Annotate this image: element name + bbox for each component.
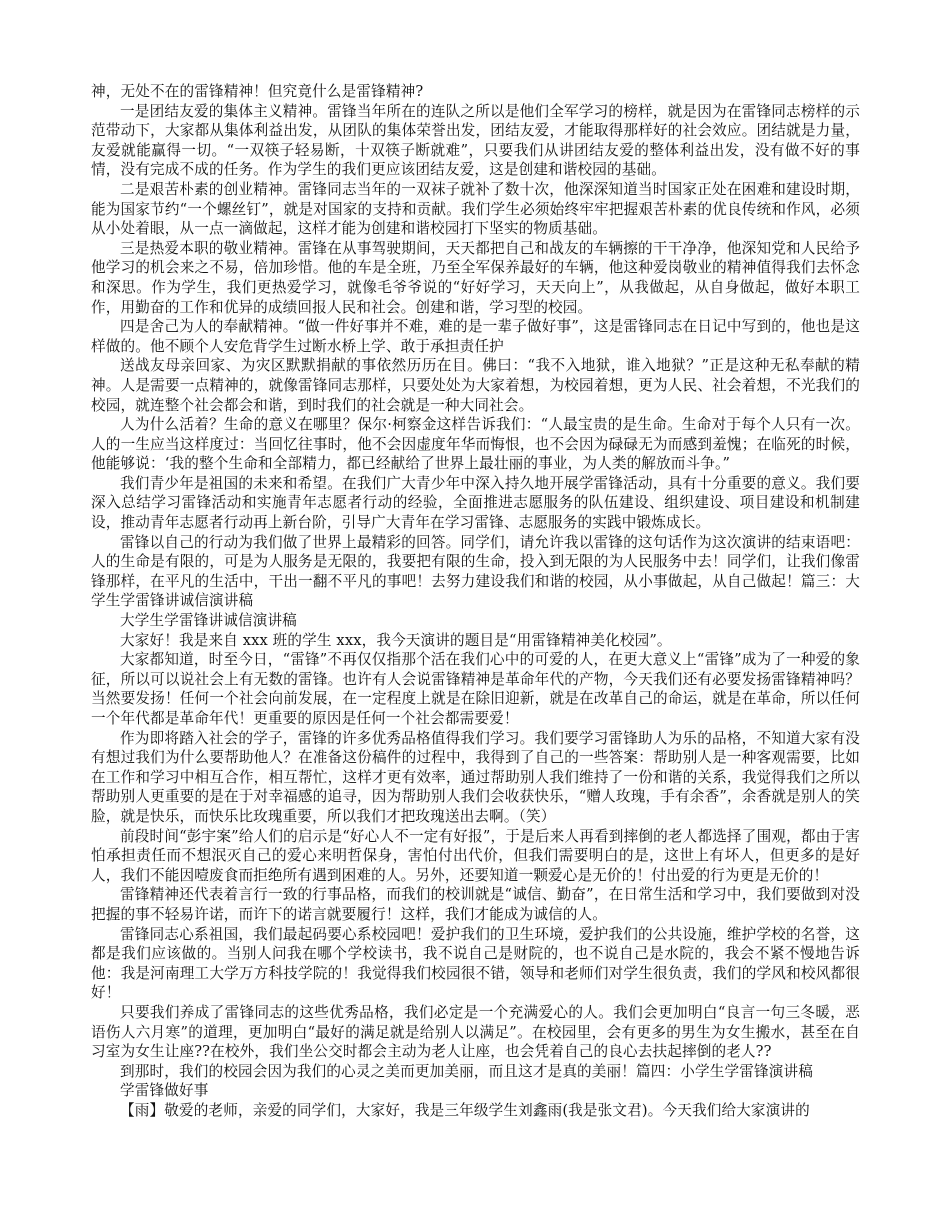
paragraph-17: 只要我们养成了雷锋同志的这些优秀品格，我们必定是一个充满爱心的人。我们会更加明白“良言一句三冬暖，恶语伤人六月寒”的道理，更加明白“最好的满足就是给别人以满足”。在校园里，会有更多的男生为女生搬水，甚至在自习室为女生让座??在校外，我们坐公交时都会主动为老人让座，也会凭着自己的良心去扶起摔倒的老人??: [91, 1003, 860, 1061]
paragraph-11: 大家好！我是来自 xxx 班的学生 xxx，我今天演讲的题目是“用雷锋精神美化校园”。: [120, 631, 672, 649]
document-page: [91, 82, 860, 1120]
paragraph-7: 人为什么活着？生命的意义在哪里？保尔·柯察金这样告诉我们：“人最宝贵的是生命。生命对于每个人只有一次。人的一生应当这样度过：当回忆往事时，他不会因虚度年华而悔恨，也不会因为碌碌无为而感到羞愧；在临死的时候，他能够说：‘我的整个生命和全部精力，都已经献给了世界上最壮丽的事业，为人类的解放而斗争。”: [91, 416, 860, 473]
paragraph-6: 送战友母亲回家、为灾区默默捐献的事依然历历在目。佛曰：“我不入地狱，谁入地狱？”正是这种无私奉献的精神。人是需要一点精神的，就像雷锋同志那样，只要处处为大家着想，为校园着想，更为人民、社会着想，不光我们的校园，就连整个社会都会和谐，到时我们的社会就是一种大同社会。: [91, 357, 860, 414]
paragraph-13: 作为即将踏入社会的学子，雷锋的许多优秀品格值得我们学习。我们要学习雷锋助人为乐的品格，不知道大家有没有想过我们为什么要帮助他人？在准备这份稿件的过程中，我得到了自己的一些答案：帮助别人是一种客观需要，比如在工作和学习中相互合作，相互帮忙，这样才更有效率，通过帮助别人我们维持了一份和谐的关系，我觉得我们之所以帮助别人更重要的是在于对幸福感的追寻，因为帮助别人我们会收获快乐，“赠人玫瑰，手有余香”，余香就是别人的笑脸，就是快乐，而快乐比玫瑰重要，所以我们才把玫瑰送出去啊。（笑）: [91, 729, 860, 825]
paragraph-14: 前段时间“彭宇案”给人们的启示是“好心人不一定有好报”，于是后来人再看到摔倒的老人都选择了围观，都由于害怕承担责任而不想泯灭自己的爱心来明哲保身，害怕付出代价，但我们需要明白的是，这世上有坏人，但更多的是好人，我们不能因噎废食而拒绝所有遇到困难的人。另外，还要知道一颗爱心是无价的！付出爱的行为更是无价的！: [91, 827, 860, 884]
paragraph-4: 三是热爱本职的敬业精神。雷锋在从事驾驶期间，天天都把自己和战友的车辆擦的干干净净，他深知党和人民给予他学习的机会来之不易，倍加珍惜。他的车是全班，乃至全军保养最好的车辆，他这种爱岗敬业的精神值得我们去怀念和深思。作为学生，我们更热爱学习，就像毛爷爷说的“好好学习，天天向上”，从我做起，从自身做起，做好本职工作，用勤奋的工作和优异的成绩回报人民和社会。创建和谐，学习型的校园。: [91, 239, 860, 316]
paragraph-20: 【雨】敬爱的老师，亲爱的同学们，大家好，我是三年级学生刘鑫雨(我是张文君)。今天我们给大家演讲的: [120, 1101, 810, 1119]
paragraph-8: 我们青少年是祖国的未来和希望。在我们广大青少年中深入持久地开展学雷锋活动，具有十分重要的意义。我们要深入总结学习雷锋活动和实施青年志愿者行动的经验，全面推进志愿服务的队伍建设、组织建设、项目建设和机制建设，推动青年志愿者行动再上新台阶，引导广大青年在学习雷锋、志愿服务的实践中锻炼成长。: [91, 474, 860, 532]
paragraph-5: 四是舍己为人的奉献精神。“做一件好事并不难，难的是一辈子做好事”，这是雷锋同志在日记中写到的，他也是这样做的。他不顾个人安危背学生过断水桥上学、敢于承担责任护: [91, 318, 860, 355]
paragraph-2: 一是团结友爱的集体主义精神。雷锋当年所在的连队之所以是他们全军学习的榜样，就是因为在雷锋同志榜样的示范带动下，大家都从集体利益出发，从团队的集体荣誉出发，团结友爱，才能取得那样好的社会效应。团结就是力量，友爱就能赢得一切。“一双筷子轻易断，十双筷子断就难”，只要我们从讲团结友爱的整体利益出发，没有做不好的事情，没有完成不成的任务。作为学生的我们更应该团结友爱，这是创建和谐校园的基础。: [91, 102, 860, 179]
paragraph-16: 雷锋同志心系祖国，我们最起码要心系校园吧！爱护我们的卫生环境，爱护我们的公共设施，维护学校的名誉，这都是我们应该做的。当别人问我在哪个学校读书，我不说自己是财院的，也不说自己是水院的，我会不紧不慢地告诉他：我是河南理工大学万方科技学院的！我觉得我们校园很不错，领导和老师们对学生很负责，我们的学风和校风都很好！: [91, 925, 860, 1002]
paragraph-1: 神，无处不在的雷锋精神！但究竟什么是雷锋精神?: [91, 83, 424, 100]
paragraph-3: 二是艰苦朴素的创业精神。雷锋同志当年的一双袜子就补了数十次，他深深知道当时国家正处在困难和建设时期，能为国家节约“一个螺丝钉”，就是对国家的支持和贡献。我们学生必须始终牢牢把握艰苦朴素的优良传统和作风，必须从小处着眼，从一点一滴做起，这样才能为创建和谐校园打下坚实的物质基础。: [91, 180, 860, 238]
paragraph-12: 大家都知道，时至今日，“雷锋”不再仅仅指那个活在我们心中的可爱的人，在更大意义上“雷锋”成为了一种爱的象征，所以可以说社会上有无数的雷锋。也许有人会说雷锋精神是革命年代的产物，今天我们还有必要发扬雷锋精神吗？当然要发扬！任何一个社会向前发展，在一定程度上就是在除旧迎新，就是在改革自己的命运，就是在革命，所以任何一个年代都是革命年代！更重要的原因是任何一个社会都需要爱！: [91, 651, 860, 727]
paragraph-18: 到那时，我们的校园会因为我们的心灵之美而更加美丽，而且这才是真的美丽！篇四：小学生学雷锋演讲稿: [120, 1062, 813, 1080]
paragraph-15: 雷锋精神还代表着言行一致的行事品格，而我们的校训就是“诚信、勤奋”，在日常生活和学习中，我们要做到对没把握的事不轻易许诺，而许下的诺言就要履行！这样，我们才能成为诚信的人。: [91, 886, 860, 923]
paragraph-19: 学雷锋做好事: [120, 1082, 209, 1100]
paragraph-10: 大学生学雷锋讲诚信演讲稿: [120, 612, 297, 630]
paragraph-9: 雷锋以自己的行动为我们做了世界上最精彩的回答。同学们，请允许我以雷锋的这句话作为这次演讲的结束语吧：人的生命是有限的，可是为人服务是无限的，我要把有限的生命，投入到无限的为人民服务中去！同学们，让我们像雷锋那样，在平凡的生活中，干出一翻不平凡的事吧！去努力建设我们和谐的校园，从小事做起，从自己做起！篇三：大学生学雷锋讲诚信演讲稿: [91, 533, 860, 610]
